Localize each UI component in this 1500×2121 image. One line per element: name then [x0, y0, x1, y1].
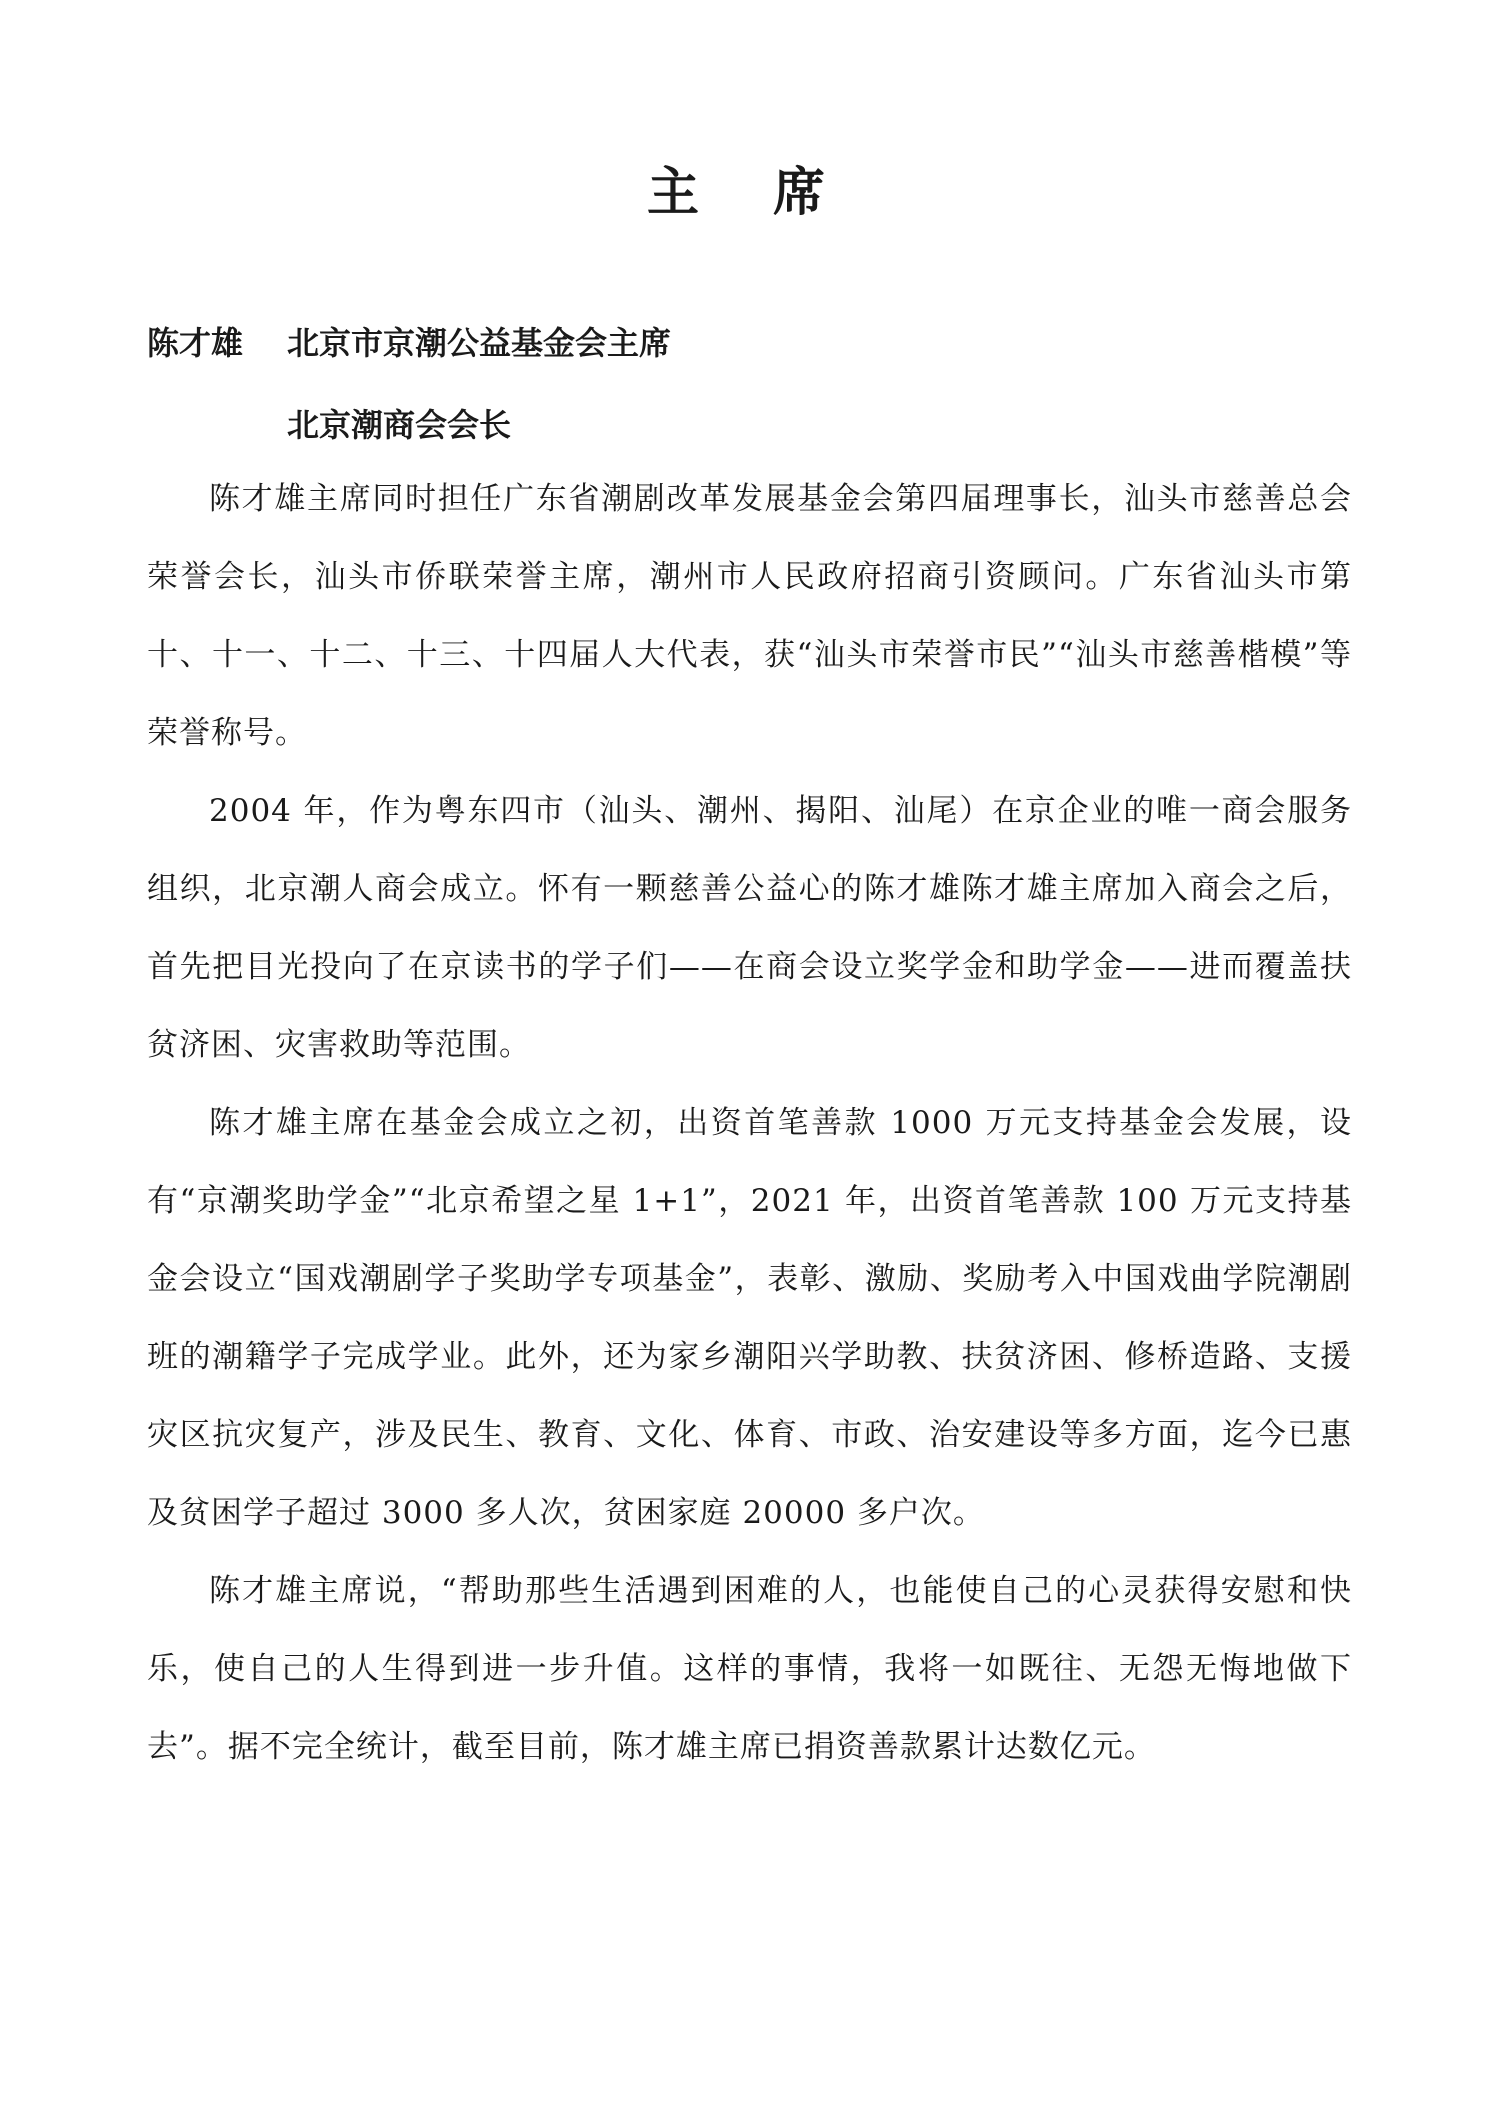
person-role-secondary: 北京潮商会会长: [287, 406, 512, 444]
page-title: 主 席: [646, 163, 854, 223]
paragraph-1: 陈才雄主席同时担任广东省潮剧改革发展基金会第四届理事长，汕头市慈善总会荣誉会长，汕头市侨联荣誉主席，潮州市人民政府招商引资顾问。广东省汕头市第十、十一、十二、十三、十四届人大代表，获“汕头市荣誉市民”“汕头市慈善楷模”等荣誉称号。: [147, 481, 1352, 751]
name-role-line: [147, 318, 671, 364]
person-role-primary: 北京市京潮公益基金会主席: [287, 324, 672, 362]
name-role-line-2: [287, 400, 511, 446]
paragraph-3: 陈才雄主席在基金会成立之初，出资首笔善款 1000 万元支持基金会发展，设有“京潮奖助学金”“北京希望之星 1+1”，2021 年，出资首笔善款 100 万元支持基金会设立“国戏潮剧学子奖助学专项基金”，表彰、激励、奖励考入中国戏曲学院潮剧班的潮籍学子完成学业。此外，还为家乡潮阳兴学助教、扶贫济困、修桥造路、支援灾区抗灾复产，涉及民生、教育、文化、体育、市政、治安建设等多方面，迄今已惠及贫困学子超过 3000 多人次，贫困家庭 20000 多户次。: [147, 1105, 1352, 1531]
person-name: 陈才雄: [147, 324, 244, 362]
body-text: [147, 460, 1352, 1786]
paragraph-2: 2004 年，作为粤东四市（汕头、潮州、揭阳、汕尾）在京企业的唯一商会服务组织，北京潮人商会成立。怀有一颗慈善公益心的陈才雄陈才雄主席加入商会之后，首先把目光投向了在京读书的学子们——在商会设立奖学金和助学金——进而覆盖扶贫济困、灾害救助等范围。: [147, 793, 1352, 1063]
paragraph-4: 陈才雄主席说，“帮助那些生活遇到困难的人，也能使自己的心灵获得安慰和快乐，使自己的人生得到进一步升值。这样的事情，我将一如既往、无怨无悔地做下去”。据不完全统计，截至目前，陈才雄主席已捐资善款累计达数亿元。: [147, 1573, 1352, 1765]
